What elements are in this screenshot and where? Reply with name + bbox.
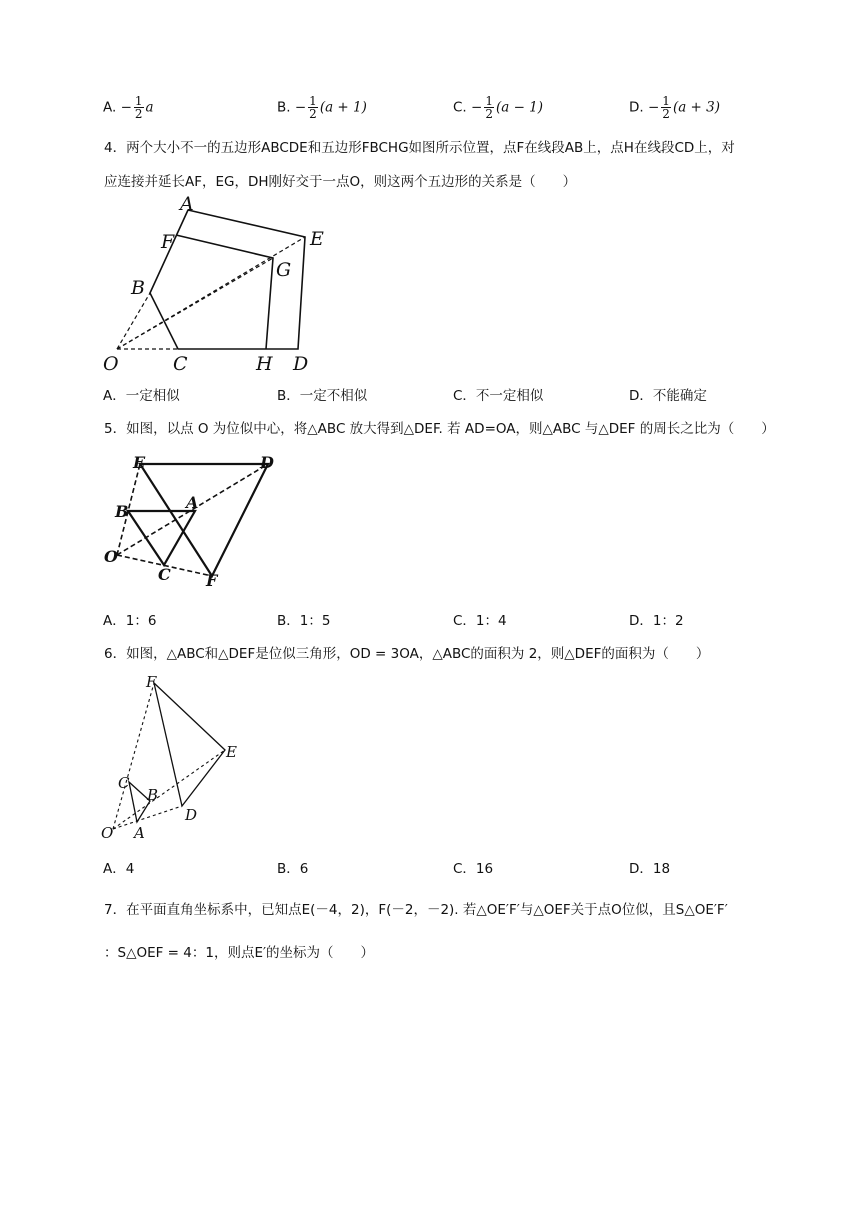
q4-stem-line1: 4．两个大小不一的五边形ABCDE和五边形FBCHG如图所示位置，点F在线段AB上，点H在线段CD上，对 (104, 140, 735, 156)
dashed-line-od (113, 806, 182, 829)
dashed-line-ob (117, 293, 150, 349)
q6-option-a[interactable]: A．4 (103, 861, 135, 877)
fraction: $\frac{1}{2}$ (309, 94, 317, 121)
q6-figure (98, 672, 248, 844)
label-d: D (293, 353, 309, 374)
label-o: O (101, 824, 114, 842)
label-c: C (158, 565, 171, 584)
q4-option-a[interactable]: A．一定相似 (103, 388, 180, 404)
label-d: D (260, 453, 274, 472)
fraction: $\frac{1}{2}$ (662, 94, 670, 121)
fraction: $\frac{1}{2}$ (134, 94, 143, 121)
label-a: A (134, 824, 145, 842)
triangle-fed (154, 683, 225, 806)
label-d: D (185, 806, 198, 824)
label-b: B (131, 277, 145, 299)
label-f: F (146, 673, 157, 691)
fraction: $\frac{1}{2}$ (485, 94, 493, 121)
q6-option-b[interactable]: B．6 (277, 861, 309, 877)
q5-option-b[interactable]: B．1：5 (277, 613, 331, 629)
q7-stem-line2: ：S△OEF = 4：1，则点E′的坐标为（ ） (104, 945, 375, 961)
q7-stem-line1: 7．在平面直角坐标系中，已知点E(－4，2)，F(－2，－2). 若△OE′F′与△OEF关于点O位似，且S△OE′F′ (104, 902, 728, 918)
label-o: O (104, 547, 118, 566)
label-e: E (226, 743, 237, 761)
q3-option-d[interactable]: D. − $\frac{1}{2}$ (a + 3) (629, 94, 721, 121)
label-e: E (310, 228, 324, 250)
q4-option-d[interactable]: D．不能确定 (629, 388, 707, 404)
q3-option-c[interactable]: C. − $\frac{1}{2}$ (a − 1) (453, 94, 544, 121)
q5-figure (100, 448, 290, 590)
label-o: O (103, 353, 119, 374)
label-b: B (147, 786, 159, 804)
label-c: C (118, 774, 130, 792)
q5-option-a[interactable]: A．1：6 (103, 613, 157, 629)
q4-figure (100, 192, 340, 374)
label-c: C (173, 353, 188, 374)
label-e: E (133, 453, 146, 472)
label-f: F (161, 231, 175, 253)
q4-option-b[interactable]: B．一定不相似 (277, 388, 368, 404)
dashed-line-oe (113, 750, 225, 829)
q5-stem: 5．如图，以点 O 为位似中心，将△ABC 放大得到△DEF. 若 AD=OA，则△ABC 与△DEF 的周长之比为（ ） (104, 421, 775, 437)
q3-option-a[interactable]: A. − $\frac{1}{2}$ a (103, 94, 154, 121)
dashed-line-oe (117, 237, 305, 349)
label-g: G (276, 259, 292, 281)
label-f: F (206, 571, 218, 590)
pentagon-fbchg (176, 235, 273, 349)
label-b: B (115, 502, 129, 521)
q6-option-c[interactable]: C．16 (453, 861, 494, 877)
q5-option-c[interactable]: C．1：4 (453, 613, 507, 629)
label-h: H (256, 353, 273, 374)
q6-option-d[interactable]: D．18 (629, 861, 671, 877)
dashed-line-og (117, 258, 273, 349)
q6-stem: 6．如图，△ABC和△DEF是位似三角形，OD = 3OA，△ABC的面积为 2，则△DEF的面积为（ ） (104, 646, 710, 662)
label-a: A (180, 193, 194, 215)
q4-stem-line2: 应连接并延长AF，EG，DH刚好交于一点O，则这两个五边形的关系是（ ） (104, 174, 577, 190)
label-a: A (186, 493, 199, 512)
triangle-bac (128, 511, 195, 565)
q4-option-c[interactable]: C．不一定相似 (453, 388, 544, 404)
q5-option-d[interactable]: D．1：2 (629, 613, 684, 629)
q3-option-b[interactable]: B. − $\frac{1}{2}$ (a + 1) (277, 94, 367, 121)
